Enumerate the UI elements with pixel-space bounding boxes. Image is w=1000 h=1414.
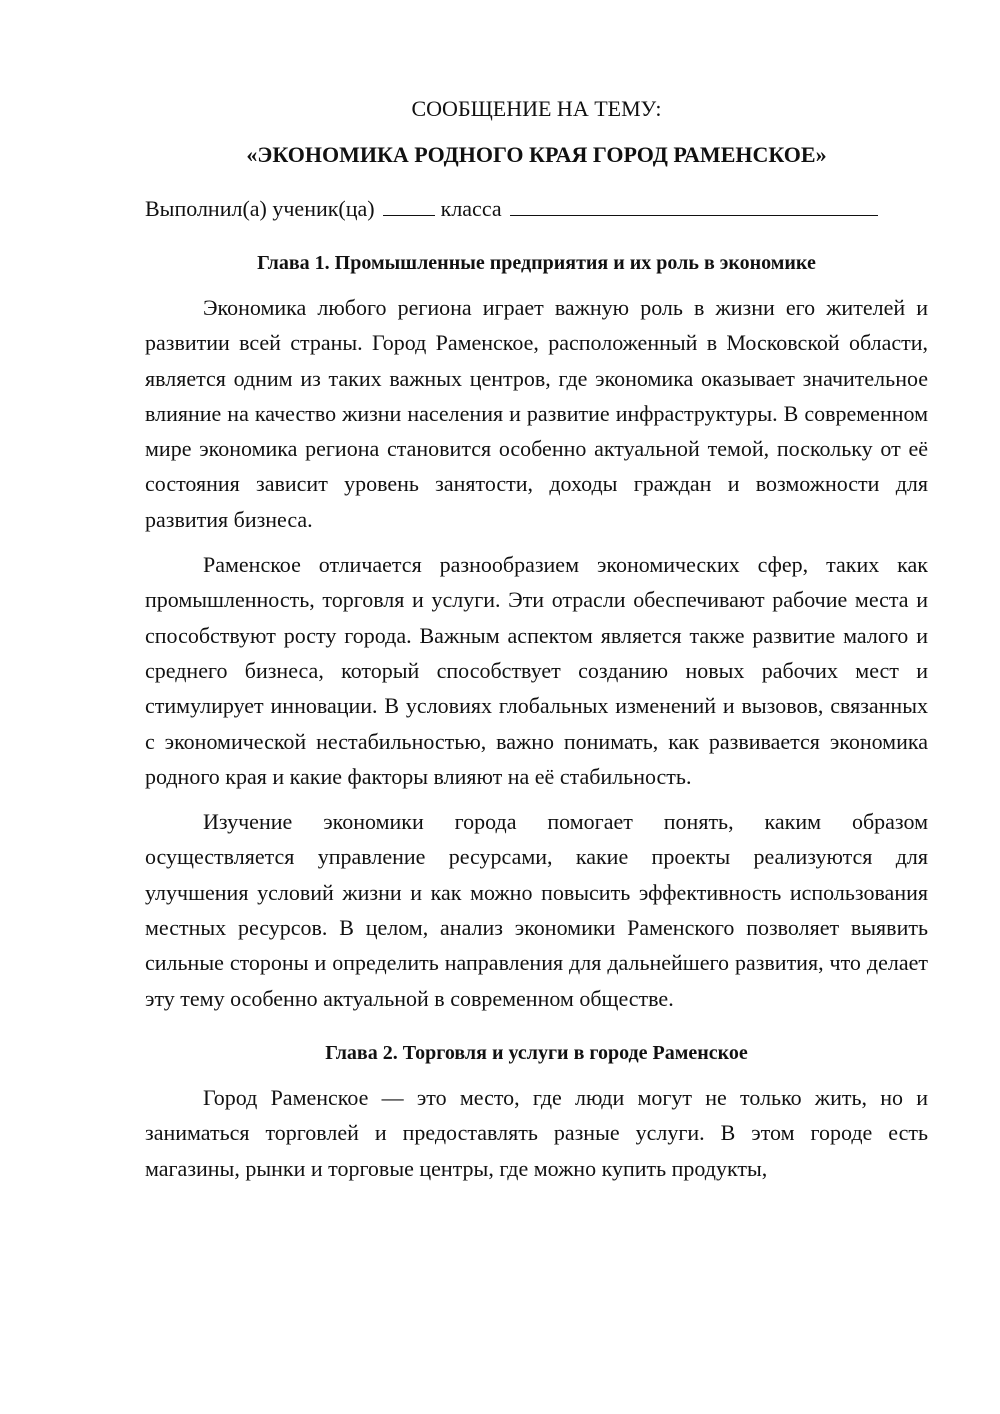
author-line [145, 192, 928, 226]
chapter-1-paragraph-3: Изучение экономики города помогает понять, каким образом осуществляется управление ресурсами, какие проекты реализуются для улучшения условий жизни и как можно повысить эффективность использования местных ресурсов. В целом, анализ экономики Раменского позволяет выявить сильные стороны и определить направления для дальнейшего развития, что делает эту тему особенно актуальной в современном обществе. [145, 809, 928, 1011]
document-title: «ЭКОНОМИКА РОДНОГО КРАЯ ГОРОД РАМЕНСКОЕ» [246, 142, 827, 167]
author-label: Выполнил(а) ученик(ца) [145, 196, 375, 221]
class-label: класса [440, 196, 502, 221]
chapter-1-paragraph-2: Раменское отличается разнообразием экономических сфер, таких как промышленность, торговля и услуги. Эти отрасли обеспечивают рабочие места и способствуют росту города. Важным аспектом является также развитие малого и среднего бизнеса, который способствует созданию новых рабочих мест и стимулирует инновации. В условиях глобальных изменений и вызовов, связанных с экономической нестабильностью, важно понимать, как развивается экономика родного края и какие факторы влияют на её стабильность. [145, 552, 928, 789]
class-number-blank [383, 193, 435, 216]
chapter-2-paragraph-1: Город Раменское — это место, где люди могут не только жить, но и заниматься торговлей и предоставлять разные услуги. В этом городе есть магазины, рынки и торговые центры, где можно купить продукты, [145, 1084, 928, 1181]
chapter-2-heading: Глава 2. Торговля и услуги в городе Раменское [325, 1041, 748, 1064]
chapter-1-paragraph-1: Экономика любого региона играет важную роль в жизни его жителей и развитии всей страны. Город Раменское, расположенный в Московской области, является одним из таких важных центров, где экономика оказывает значительное влияние на качество жизни населения и развитие инфраструктуры. В современном мире экономика региона становится особенно актуальной темой, поскольку от её состояния зависит уровень занятости, доходы граждан и возможности для развития бизнеса. [145, 295, 928, 532]
chapter-1-heading: Глава 1. Промышленные предприятия и их роль в экономике [257, 252, 816, 274]
document-heading: СООБЩЕНИЕ НА ТЕМУ: [411, 96, 662, 121]
document-page [145, 92, 928, 1186]
student-name-blank [510, 193, 878, 216]
